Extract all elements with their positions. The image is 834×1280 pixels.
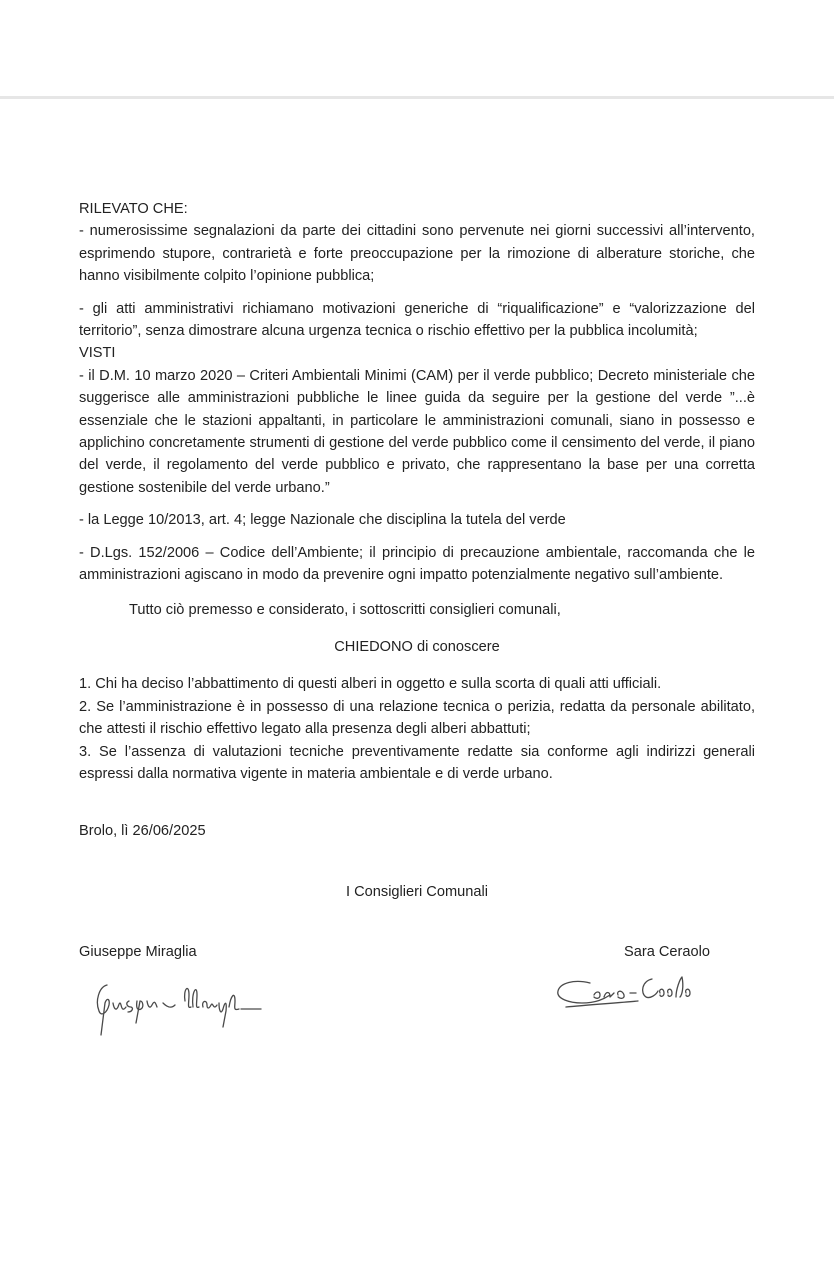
request-list: [79, 673, 755, 785]
signer-left-name: Giuseppe Miraglia: [79, 944, 197, 961]
request-item-2: 2. Se l’amministrazione è in possesso di una relazione tecnica o perizia, redatta da personale abilitato, che attesti il rischio effettivo legato alla presenza degli alberi abbattuti;: [79, 698, 755, 738]
signer-right-name: Sara Ceraolo: [624, 944, 710, 961]
heading-rilevato: RILEVATO CHE:: [79, 201, 188, 217]
document-body: [79, 198, 755, 1051]
heading-chiedono: CHIEDONO di conoscere: [334, 638, 500, 655]
signature-left-handwritten: [85, 971, 270, 1041]
signature-right-handwritten: [546, 969, 696, 1019]
request-item-3: 3. Se l’assenza di valutazioni tecniche preventivamente redatte sia conforme agli indirizzi generali espressi dalla normativa vigente in materia ambientale e di verde urbano.: [79, 743, 755, 782]
rilevato-item-1: - numerosissime segnalazioni da parte dei cittadini sono pervenute nei giorni successivi all’intervento, esprimendo stupore, contrarietà e forte preoccupazione per la rimozione di alberature storiche, che hanno visibilmente colpito l’opinione pubblica;: [79, 223, 755, 285]
visti-item-3: - D.Lgs. 152/2006 – Codice dell’Ambiente; il principio di precauzione ambientale, raccomanda che le amministrazioni agiscano in modo da prevenire ogni impatto potenzialmente negativo sull’ambiente.: [79, 544, 755, 584]
visti-item-1: - il D.M. 10 marzo 2020 – Criteri Ambientali Minimi (CAM) per il verde pubblico; Decreto ministeriale che suggerisce alle amministrazioni pubbliche le linee guida da seguire per la gestione del verde ”...è essenziale che le stazioni appaltanti, in particolare le amministrazioni comunali, siano in possesso e applichino concretamente strumenti di gestione del verde pubblico come il censimento del verde, il piano del verde, il regolamento del verde pubblico e privato, che rappresentano la base per una corretta gestione sostenibile del verde urbano.”: [79, 367, 755, 496]
signatures-area: [79, 941, 755, 1051]
premessa-line: Tutto ciò premesso e considerato, i sottoscritti consiglieri comunali,: [129, 601, 561, 618]
rilevato-item-2: - gli atti amministrativi richiamano motivazioni generiche di “riqualificazione” e “valorizzazione del territorio”, senza dimostrare alcuna urgenza tecnica o rischio effettivo per la pubblica incolumità;: [79, 300, 755, 340]
heading-visti: VISTI: [79, 345, 116, 362]
visti-item-2: - la Legge 10/2013, art. 4; legge Nazionale che disciplina la tutela del verde: [79, 512, 566, 529]
signature-title: I Consiglieri Comunali: [346, 883, 488, 900]
top-divider: [0, 96, 834, 99]
place-date: Brolo, lì 26/06/2025: [79, 823, 206, 840]
request-item-1: 1. Chi ha deciso l’abbattimento di questi alberi in oggetto e sulla scorta di quali atti ufficiali.: [79, 676, 662, 693]
